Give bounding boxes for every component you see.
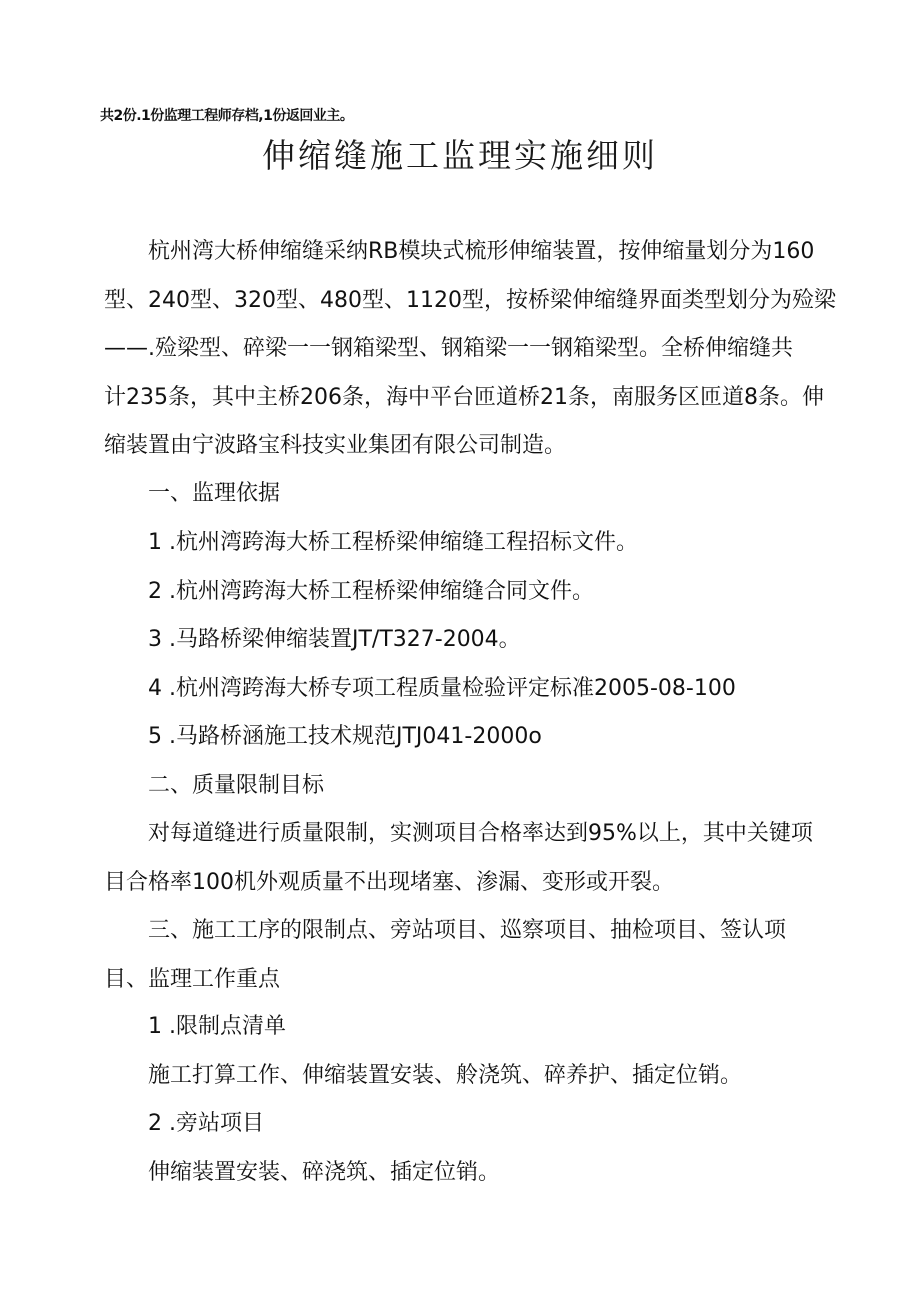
quality-paragraph [104, 810, 834, 907]
section-heading-process [104, 907, 834, 1004]
intro-line: 杭州湾大桥伸缩缝采纳RB模块式梳形伸缩装置，按伸缩量划分为160 [148, 239, 815, 264]
section-heading-quality: 二、质量限制目标 [148, 773, 325, 798]
basis-item: 2 .杭州湾跨海大桥工程桥梁伸缩缝合同文件。 [148, 579, 594, 604]
subsection-control-points-title: 1 .限制点清单 [148, 1014, 286, 1039]
intro-paragraph [104, 228, 834, 471]
quality-line: 目合格率100机外观质量不出现堵塞、渗漏、变形或开裂。 [104, 869, 674, 895]
basis-item: 3 .马路桥梁伸缩装置JT/T327-2004。 [148, 627, 521, 652]
control-points-text: 施工打算工作、伸缩装置安装、舲浇筑、碎养护、插定位销。 [148, 1063, 743, 1088]
subsection-side-station-title: 2 .旁站项目 [148, 1111, 264, 1136]
intro-line: 计235条，其中主桥206条，海中平台匝道桥21条，南服务区匝道8条。伸 [104, 384, 824, 410]
intro-line: 缩装置由宁波路宝科技实业集团有限公司制造。 [104, 433, 567, 458]
side-station-text: 伸缩装置安装、碎浇筑、插定位销。 [148, 1160, 501, 1185]
intro-line: 型、240型、320型、480型、1120型，按桥梁伸缩缝界面类型划分为殓梁 [104, 287, 836, 313]
process-heading-line: 目、监理工作重点 [104, 966, 281, 992]
process-heading-line: 三、施工工序的限制点、旁站项目、巡察项目、抽检项目、签认项 [148, 918, 787, 943]
document-title: 伸缩缝施工监理实施细则 [262, 136, 658, 175]
section-heading-basis: 一、监理依据 [148, 481, 281, 506]
basis-item: 4 .杭州湾跨海大桥专项工程质量检验评定标准2005-08-100 [148, 676, 736, 701]
intro-line: ——.殓梁型、碎梁一一钢箱梁型、钢箱梁一一钢箱梁型。全桥伸缩缝共 [104, 336, 793, 361]
copy-distribution-note: 共2份.1份监理工程师存档,1份返回业主。 [100, 108, 354, 124]
basis-item: 5 .马路桥涵施工技术规范JTJ041-2000o [148, 724, 542, 749]
quality-line: 对每道缝进行质量限制，实测项目合格率达到95%以上，其中关键项 [148, 821, 813, 846]
basis-item: 1 .杭州湾跨海大桥工程桥梁伸缩缝工程招标文件。 [148, 530, 638, 555]
